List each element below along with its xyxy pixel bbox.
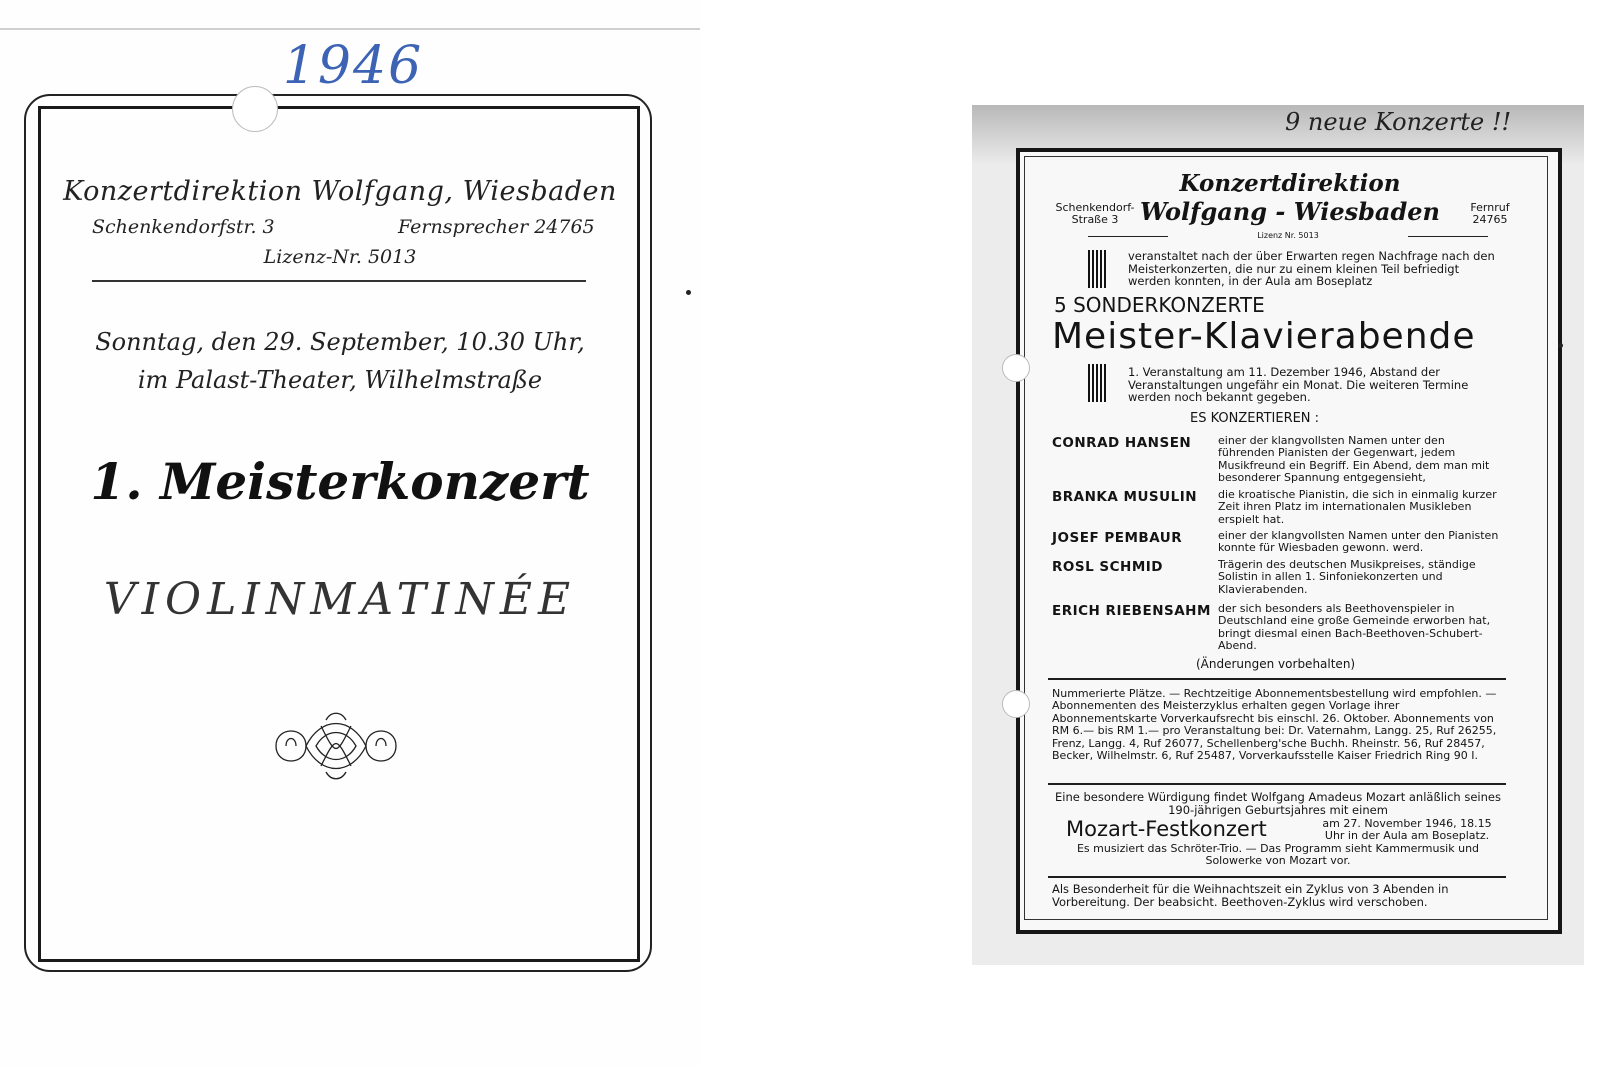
program-subtitle: VIOLINMATINÉE bbox=[103, 574, 577, 625]
ad-street: Schenkendorf- Straße 3 bbox=[1055, 201, 1135, 226]
ad-subscription-info: Nummerierte Plätze. — Rechtzeitige Abonnementsbestellung wird empfohlen. — Abonnementen des Meisterzyklus erhalten gegen Vorlage ihrer Abonnementskarte Vorverkaufsrecht bis einschl. 26. Oktober. Abonnements von RM 6.— bis RM 1.— pro Veranstaltung bei: Dr. Vaternahm, Langg. 25, Ruf 26255, Frenz, Langg. 4, Ruf 26077, Schellenberg'sche Buchh. Rheinstr. 56, Ruf 28457, Becker, Wilhelmstr. 6, Ruf 25487, Vorverkaufsstelle Kaiser Friedrich Ring 90 I. bbox=[1052, 687, 1497, 763]
ad-divider bbox=[1048, 678, 1506, 680]
program-date: Sonntag, den 29. September, 10.30 Uhr, bbox=[95, 328, 585, 356]
ad-series-details: 1. Veranstaltung am 11. Dezember 1946, Abstand der Veranstaltungen ungefähr ein Monat. Die weiteren Termine werden noch bekannt gegeben. bbox=[1128, 365, 1469, 404]
bar-ornament-icon bbox=[1088, 364, 1106, 402]
program-phone: Fernsprecher 24765 bbox=[398, 216, 595, 238]
ad-mozart-intro: Eine besondere Würdigung findet Wolfgang Amadeus Mozart anläßlich seines 190-jährigen Geburtsjahres mit einem bbox=[1055, 790, 1501, 817]
ad-phone: Fernruf 24765 bbox=[1470, 201, 1510, 226]
ad-divider bbox=[1048, 783, 1506, 785]
program-title: 1. Meisterkonzert bbox=[90, 452, 590, 511]
scan-edge-line bbox=[0, 28, 700, 30]
ad-brand-line1: Konzertdirektion bbox=[1179, 170, 1401, 197]
ink-dot bbox=[686, 290, 691, 295]
punch-hole bbox=[1002, 690, 1030, 718]
ad-mozart-date: am 27. November 1946, 18.15 Uhr in der Aula am Boseplatz. bbox=[1322, 817, 1492, 842]
punch-hole bbox=[232, 86, 278, 132]
performer-desc: der sich besonders als Beethovenspieler in Deutschland eine große Gemeinde erworben hat, bringt diesmal einen Bach-Beethoven-Schubert-Abend. bbox=[1218, 602, 1491, 653]
ad-intro: veranstaltet nach der über Erwarten regen Nachfrage nach den Meisterkonzerten, die nur zu einem kleinen Teil befriedigt werden konnten, in der Aula am Boseplatz bbox=[1128, 249, 1495, 288]
ad-divider bbox=[1048, 876, 1506, 878]
ad-license bbox=[1168, 231, 1408, 240]
ad-christmas-note: Als Besonderheit für die Weihnachtszeit ein Zyklus von 3 Abenden in Vorbereitung. Der beabsicht. Beethoven-Zyklus wird verschoben. bbox=[1052, 882, 1449, 909]
performer-desc: einer der klangvollsten Namen unter den Pianisten konnte für Wiesbaden gewonn. werd. bbox=[1218, 529, 1499, 555]
performer-name: BRANKA MUSULIN bbox=[1052, 489, 1198, 505]
ad-series-title: Meister-Klavierabende bbox=[1052, 316, 1476, 357]
ad-concert-count: 5 SONDERKONZERTE bbox=[1054, 293, 1265, 317]
program-address: Schenkendorfstr. 3 bbox=[92, 216, 275, 238]
bar-ornament-icon bbox=[1088, 250, 1106, 288]
ink-dot bbox=[1558, 343, 1563, 348]
performer-name: CONRAD HANSEN bbox=[1052, 435, 1192, 451]
program-agency: Konzertdirektion Wolfgang, Wiesbaden bbox=[63, 176, 617, 207]
performer-name: JOSEF PEMBAUR bbox=[1052, 530, 1183, 546]
ad-changes-note: (Änderungen vorbehalten) bbox=[1196, 657, 1356, 671]
ornament-flourish-icon bbox=[266, 706, 406, 786]
performer-name: ERICH RIEBENSAHM bbox=[1052, 603, 1211, 619]
ad-license-text: Lizenz Nr. 5013 bbox=[1253, 231, 1323, 240]
handwritten-note: 9 neue Konzerte !! bbox=[1285, 108, 1512, 136]
ad-mozart-trio: Es musiziert das Schröter-Trio. — Das Programm sieht Kammermusik und Solowerke von Mozart vor. bbox=[1076, 842, 1480, 868]
performer-name: ROSL SCHMID bbox=[1052, 559, 1163, 575]
program-venue: im Palast-Theater, Wilhelmstraße bbox=[137, 366, 543, 394]
ad-performers-heading: ES KONZERTIEREN : bbox=[1190, 411, 1320, 426]
performer-desc: die kroatische Pianistin, die sich in einmalig kurzer Zeit ihren Platz im internationalen Musikleben erspielt hat. bbox=[1218, 488, 1497, 526]
program-divider bbox=[92, 280, 586, 282]
handwritten-year: 1946 bbox=[282, 36, 424, 96]
punch-hole bbox=[1002, 354, 1030, 382]
ad-brand-line2: Wolfgang - Wiesbaden bbox=[1140, 197, 1440, 226]
ad-mozart-title: Mozart-Festkonzert bbox=[1066, 817, 1267, 841]
program-license: Lizenz-Nr. 5013 bbox=[263, 246, 417, 268]
performer-desc: Trägerin des deutschen Musikpreises, ständige Solistin in allen 1. Sinfoniekonzerten und Klavierabenden. bbox=[1218, 558, 1476, 596]
performer-desc: einer der klangvollsten Namen unter den führenden Pianisten der Gegenwart, jedem Musikfreund ein Begriff. Ein Abend, dem man mit besonderer Spannung entgegensieht, bbox=[1218, 434, 1490, 485]
